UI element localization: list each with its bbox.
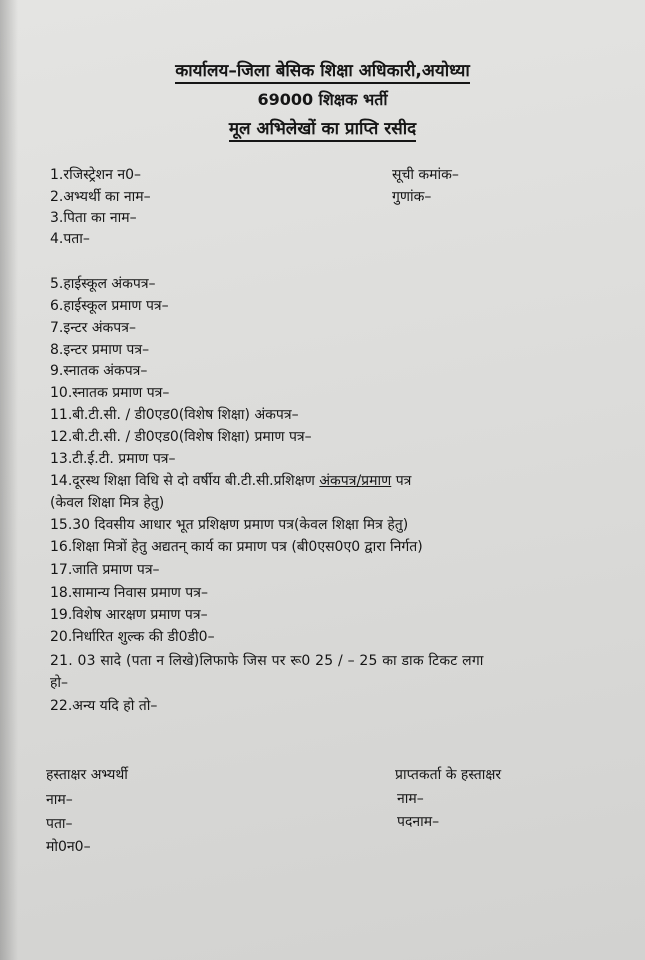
item-inter-marksheet: 7.इन्टर अंकपत्र– [50,320,136,336]
receipt-title: मूल अभिलेखों का प्राप्ति रसीद [0,116,645,139]
item-shiksha-mitra-work: 16.शिक्षा मित्रों हेतु अद्यतन् कार्य का प्रमाण पत्र (बी0एस0ए0 द्वारा निर्गत) [50,539,423,555]
item-highschool-marksheet: 5.हाईस्कूल अंकपत्र– [50,276,156,292]
item-distance-btc-patra: पत्र [395,473,412,489]
item-other: 22.अन्य यदि हो तो– [50,698,158,714]
list-number-field: सूची कमांक– [392,167,459,183]
item-btc-marksheet: 11.बी.टी.सी. / डी0एड0(विशेष शिक्षा) अंकपत्र– [50,407,299,423]
item-graduation-marksheet: 9.स्नातक अंकपत्र– [50,363,148,379]
candidate-mobile-field: मो0न0– [46,839,91,855]
candidate-address-field: पता– [46,816,73,832]
page-shadow [0,0,18,960]
item-distance-btc-certificate: प्रमाण [361,473,392,489]
item-registration-no: 1.रजिस्ट्रेशन न0– [50,167,142,183]
item-30day-training: 15.30 दिवसीय आधार भूत प्रशिक्षण प्रमाण पत्र(केवल शिक्षा मित्र हेतु) [50,517,409,533]
item-distance-btc-marksheet: अंकपत्र [319,473,357,489]
item-distance-btc-text: 14.दूरस्थ शिक्षा विधि से दो वर्षीय बी.टी.सी.प्रशिक्षण [50,473,315,489]
item-tet-certificate: 13.टी.ई.टी. प्रमाण पत्र– [50,451,176,467]
item-graduation-certificate: 10.स्नातक प्रमाण पत्र– [50,385,170,401]
item-distance-btc [50,472,411,490]
item-btc-certificate: 12.बी.टी.सी. / डी0एड0(विशेष शिक्षा) प्रमाण पत्र– [50,429,312,445]
candidate-signature-label: हस्ताक्षर अभ्यर्थी [46,767,128,783]
recruitment-title: 69000 शिक्षक भर्ती [257,90,388,109]
receiver-designation-field: पदनाम– [397,814,440,830]
item-father-name: 3.पिता का नाम– [50,210,137,226]
slash-separator: / [356,473,362,489]
receiver-name-field: नाम– [397,791,424,807]
merit-score-field: गुणांक– [392,189,432,205]
item-address: 4.पता– [50,231,90,247]
item-distance-btc-note: (केवल शिक्षा मित्र हेतु) [50,495,165,511]
item-caste-certificate: 17.जाति प्रमाण पत्र– [50,562,160,578]
item-special-reservation: 19.विशेष आरक्षण प्रमाण पत्र– [50,607,208,623]
office-title: कार्यालय–जिला बेसिक शिक्षा अधिकारी,अयोध्या [0,58,645,81]
item-fee-dd: 20.निर्धारित शुल्क की डी0डी0– [50,629,215,645]
item-inter-certificate: 8.इन्टर प्रमाण पत्र– [50,342,150,358]
candidate-name-field: नाम– [46,792,73,808]
receiver-signature-label: प्राप्तकर्ता के हस्ताक्षर [395,767,502,783]
item-highschool-certificate: 6.हाईस्कूल प्रमाण पत्र– [50,298,169,314]
item-envelopes: 21. 03 सादे (पता न लिखे)लिफाफे जिस पर रू0 25 / – 25 का डाक टिकट लगा [50,653,484,669]
item-envelopes-cont: हो– [50,675,69,691]
item-domicile-certificate: 18.सामान्य निवास प्रमाण पत्र– [50,585,208,601]
item-candidate-name: 2.अभ्यर्थी का नाम– [50,189,151,205]
